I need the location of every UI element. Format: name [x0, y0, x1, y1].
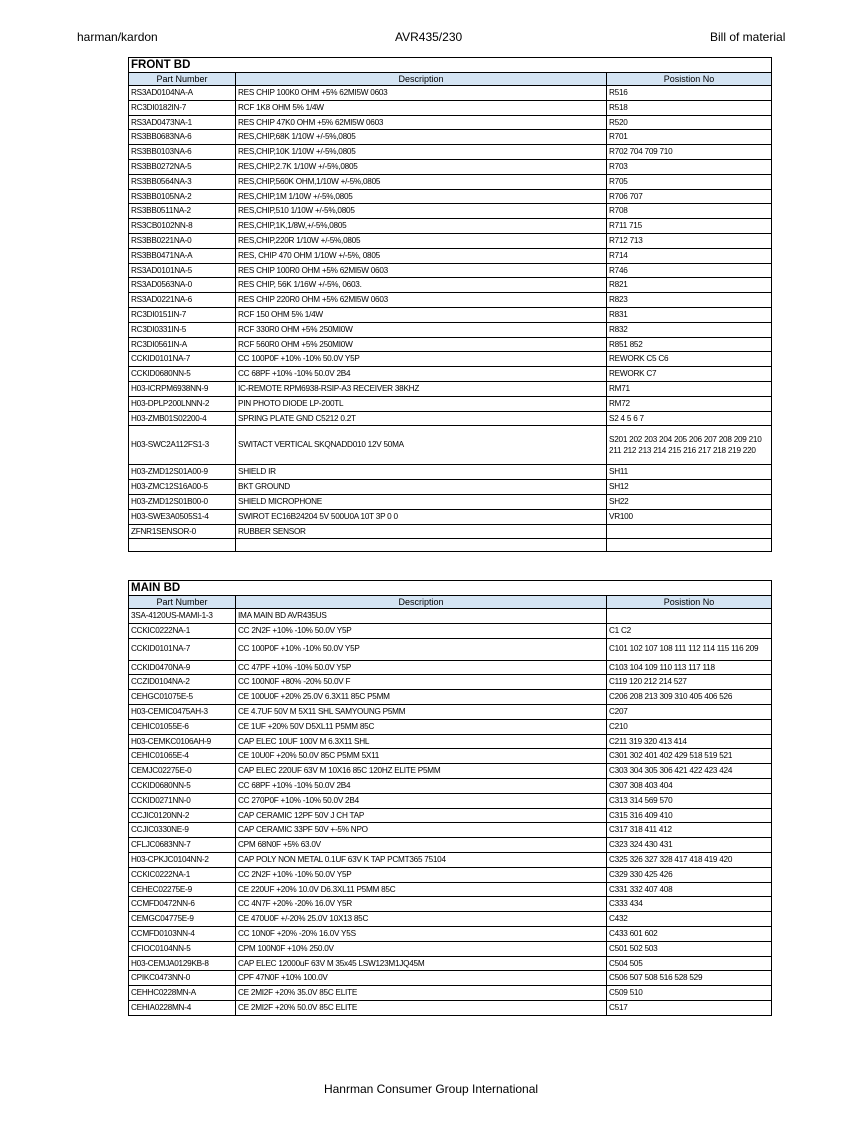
position-cell: C504 505 — [607, 956, 772, 971]
description-cell: RCF 150 OHM 5% 1/4W — [236, 307, 607, 322]
col-header-part: Part Number — [129, 596, 236, 609]
part-number-cell: RC3DI0151IN-7 — [129, 307, 236, 322]
description-cell: IMA MAIN BD AVR435US — [236, 609, 607, 624]
description-cell: CE 2MI2F +20% 50.0V 85C ELITE — [236, 1000, 607, 1015]
description-cell: CC 68PF +10% -10% 50.0V 2B4 — [236, 367, 607, 382]
part-number-cell: RS3BB0683NA-6 — [129, 130, 236, 145]
part-number-cell: RS3AD0221NA-6 — [129, 293, 236, 308]
table-row — [129, 159, 772, 174]
part-number-cell: H03-CEMJA0129KB-8 — [129, 956, 236, 971]
description-cell: CPM 68N0F +5% 63.0V — [236, 838, 607, 853]
position-cell: C506 507 508 516 528 529 — [607, 971, 772, 986]
part-number-cell: CCMFD0103NN-4 — [129, 926, 236, 941]
position-cell: C206 208 213 309 310 405 406 526 — [607, 690, 772, 705]
position-cell: C207 — [607, 704, 772, 719]
position-cell: R831 — [607, 307, 772, 322]
part-number-cell: RS3AD0563NA-0 — [129, 278, 236, 293]
col-header-part: Part Number — [129, 73, 236, 86]
table-row — [129, 778, 772, 793]
table-row — [129, 189, 772, 204]
part-number-cell: H03-SWE3A0505S1-4 — [129, 509, 236, 524]
position-cell — [607, 524, 772, 539]
table-row — [129, 509, 772, 524]
front-bd-title: FRONT BD — [129, 58, 772, 73]
col-header-pos: Posistion No — [607, 73, 772, 86]
description-cell: RES,CHIP,68K 1/10W +/-5%,0805 — [236, 130, 607, 145]
table-row — [129, 381, 772, 396]
position-cell: R701 — [607, 130, 772, 145]
position-cell: R706 707 — [607, 189, 772, 204]
position-cell: SH22 — [607, 494, 772, 509]
part-number-cell: H03-ZMC12S16A00-5 — [129, 480, 236, 495]
table-row — [129, 352, 772, 367]
table-row — [129, 986, 772, 1001]
description-cell: CC 100P0F +10% -10% 50.0V Y5P — [236, 638, 607, 660]
position-cell: C103 104 109 110 113 117 118 — [607, 660, 772, 675]
footer-company — [0, 1082, 866, 1096]
part-number-cell: CCJIC0120NN-2 — [129, 808, 236, 823]
part-number-cell: H03-ZMD12S01A00-9 — [129, 465, 236, 480]
position-cell: R712 713 — [607, 233, 772, 248]
description-cell: CC 2N2F +10% -10% 50.0V Y5P — [236, 867, 607, 882]
position-cell: R518 — [607, 100, 772, 115]
part-number-cell: RS3BB0272NA-5 — [129, 159, 236, 174]
part-number-cell: CEHIC01065E-4 — [129, 749, 236, 764]
position-cell: R520 — [607, 115, 772, 130]
table-row — [129, 293, 772, 308]
part-number-cell: 3SA-4120US-MAMI-1-3 — [129, 609, 236, 624]
position-cell: C509 510 — [607, 986, 772, 1001]
part-number-cell: CCKID0680NN-5 — [129, 367, 236, 382]
blank-row — [129, 539, 772, 552]
position-cell: SH12 — [607, 480, 772, 495]
position-cell: C329 330 425 426 — [607, 867, 772, 882]
position-cell: REWORK C5 C6 — [607, 352, 772, 367]
position-cell: C101 102 107 108 111 112 114 115 116 209 — [607, 638, 772, 660]
description-cell: RES,CHIP,220R 1/10W +/-5%,0805 — [236, 233, 607, 248]
description-cell: CE 4.7UF 50V M 5X11 SHL SAMYOUNG P5MM — [236, 704, 607, 719]
position-cell: C301 302 401 402 429 518 519 521 — [607, 749, 772, 764]
table-row — [129, 660, 772, 675]
table-row — [129, 704, 772, 719]
table-row — [129, 971, 772, 986]
position-cell: S201 202 203 204 205 206 207 208 209 210 211 212 213 214 215 216 217 218 219 220 — [607, 426, 772, 465]
description-cell: CE 1UF +20% 50V D5XL11 P5MM 85C — [236, 719, 607, 734]
part-number-cell: RS3AD0473NA-1 — [129, 115, 236, 130]
part-number-cell: H03-ZMD12S01B00-0 — [129, 494, 236, 509]
part-number-cell: RC3DI0561IN-A — [129, 337, 236, 352]
part-number-cell: CCKID0271NN-0 — [129, 793, 236, 808]
part-number-cell: RS3CB0102NN-8 — [129, 219, 236, 234]
description-cell: RES CHIP 47K0 OHM +5% 62MI5W 0603 — [236, 115, 607, 130]
table-row — [129, 838, 772, 853]
description-cell: RCF 330R0 OHM +5% 250MI0W — [236, 322, 607, 337]
position-cell: R823 — [607, 293, 772, 308]
description-cell: CE 2MI2F +20% 35.0V 85C ELITE — [236, 986, 607, 1001]
position-cell: C1 C2 — [607, 623, 772, 638]
part-number-cell: RS3AD0101NA-5 — [129, 263, 236, 278]
position-cell: C307 308 403 404 — [607, 778, 772, 793]
position-cell: R832 — [607, 322, 772, 337]
part-number-cell: H03-CPKJC0104NN-2 — [129, 852, 236, 867]
col-header-pos: Posistion No — [607, 596, 772, 609]
part-number-cell: CCZID0104NA-2 — [129, 675, 236, 690]
part-number-cell: H03-ICRPM6938NN-9 — [129, 381, 236, 396]
table-row — [129, 882, 772, 897]
position-cell: C119 120 212 214 527 — [607, 675, 772, 690]
position-cell: C317 318 411 412 — [607, 823, 772, 838]
description-cell: SHIELD IR — [236, 465, 607, 480]
position-cell: R711 715 — [607, 219, 772, 234]
table-row — [129, 115, 772, 130]
part-number-cell: CEHIC01055E-6 — [129, 719, 236, 734]
header-brand: harman/kardon — [77, 30, 158, 44]
position-cell: SH11 — [607, 465, 772, 480]
description-cell: RES,CHIP,560K OHM,1/10W +/-5%,0805 — [236, 174, 607, 189]
part-number-cell: CCJIC0330NE-9 — [129, 823, 236, 838]
description-cell: RES, CHIP 470 OHM 1/10W +/-5%, 0805 — [236, 248, 607, 263]
table-row — [129, 623, 772, 638]
description-cell: SWITACT VERTICAL SKQNADD010 12V 50MA — [236, 426, 607, 465]
table-row — [129, 956, 772, 971]
position-cell: R708 — [607, 204, 772, 219]
position-cell: R705 — [607, 174, 772, 189]
description-cell: CAP ELEC 220UF 63V M 10X16 85C 120HZ ELITE P5MM — [236, 764, 607, 779]
part-number-cell: CEMJC02275E-0 — [129, 764, 236, 779]
table-row — [129, 337, 772, 352]
part-number-cell: CEMGC04775E-9 — [129, 912, 236, 927]
main-bd-table — [128, 580, 772, 1016]
description-cell: RES,CHIP,1K,1/8W,+/-5%,0805 — [236, 219, 607, 234]
table-row — [129, 174, 772, 189]
table-row — [129, 764, 772, 779]
header-model: AVR435/230 — [395, 30, 463, 44]
part-number-cell: CFLJC0683NN-7 — [129, 838, 236, 853]
position-cell: R714 — [607, 248, 772, 263]
header-doc-title: Bill of material — [710, 30, 786, 44]
description-cell: CE 100U0F +20% 25.0V 6.3X11 85C P5MM — [236, 690, 607, 705]
table-row — [129, 912, 772, 927]
part-number-cell: CCKIC0222NA-1 — [129, 867, 236, 882]
col-header-desc: Description — [236, 596, 607, 609]
table-row — [129, 145, 772, 160]
table-row — [129, 734, 772, 749]
position-cell: R516 — [607, 86, 772, 101]
part-number-cell: CCKID0101NA-7 — [129, 352, 236, 367]
part-number-cell: CEHEC02275E-9 — [129, 882, 236, 897]
part-number-cell: H03-CEMKC0106AH-9 — [129, 734, 236, 749]
description-cell: SHIELD MICROPHONE — [236, 494, 607, 509]
description-cell: CE 470U0F +/-20% 25.0V 10X13 85C — [236, 912, 607, 927]
part-number-cell: H03-SWC2A112FS1-3 — [129, 426, 236, 465]
table-row — [129, 233, 772, 248]
table-row — [129, 690, 772, 705]
description-cell: CPM 100N0F +10% 250.0V — [236, 941, 607, 956]
part-number-cell: CEHGC01075E-5 — [129, 690, 236, 705]
table-row — [129, 609, 772, 624]
table-row — [129, 823, 772, 838]
table-row — [129, 204, 772, 219]
front-bd-table — [128, 57, 772, 552]
empty-cell — [236, 539, 607, 552]
description-cell: CE 10U0F +20% 50.0V 85C P5MM 5X11 — [236, 749, 607, 764]
table-row — [129, 367, 772, 382]
position-cell: REWORK C7 — [607, 367, 772, 382]
position-cell: S2 4 5 6 7 — [607, 411, 772, 426]
position-cell: C313 314 569 570 — [607, 793, 772, 808]
description-cell: SWIROT EC16B24204 5V 500U0A 10T 3P 0 0 — [236, 509, 607, 524]
table-row — [129, 494, 772, 509]
position-cell: R821 — [607, 278, 772, 293]
description-cell: CC 10N0F +20% -20% 16.0V Y5S — [236, 926, 607, 941]
description-cell: CC 4N7F +20% -20% 16.0V Y5R — [236, 897, 607, 912]
table-row — [129, 524, 772, 539]
description-cell: SPRING PLATE GND C5212 0.2T — [236, 411, 607, 426]
table-row — [129, 411, 772, 426]
description-cell: CAP ELEC 10UF 100V M 6.3X11 SHL — [236, 734, 607, 749]
description-cell: RES,CHIP,510 1/10W +/-5%,0805 — [236, 204, 607, 219]
table-row — [129, 749, 772, 764]
main-bd-title: MAIN BD — [129, 581, 772, 596]
position-cell: C517 — [607, 1000, 772, 1015]
description-cell: CAP ELEC 12000uF 63V M 35x45 LSW123M1JQ45M — [236, 956, 607, 971]
description-cell: RES CHIP, 56K 1/16W +/-5%, 0603. — [236, 278, 607, 293]
part-number-cell: CCKIC0222NA-1 — [129, 623, 236, 638]
table-row — [129, 396, 772, 411]
part-number-cell: CEHHC0228MN-A — [129, 986, 236, 1001]
description-cell: PIN PHOTO DIODE LP-200TL — [236, 396, 607, 411]
part-number-cell: H03-DPLP200LNNN-2 — [129, 396, 236, 411]
footer-text: Hanrman Consumer Group International — [323, 1082, 539, 1096]
position-cell: C303 304 305 306 421 422 423 424 — [607, 764, 772, 779]
main-bd-header-row — [129, 596, 772, 609]
table-row — [129, 86, 772, 101]
position-cell: C333 434 — [607, 897, 772, 912]
description-cell: CPF 47N0F +10% 100.0V — [236, 971, 607, 986]
part-number-cell: RC3DI0331IN-5 — [129, 322, 236, 337]
description-cell: RCF 1K8 OHM 5% 1/4W — [236, 100, 607, 115]
position-cell: C210 — [607, 719, 772, 734]
table-row — [129, 278, 772, 293]
part-number-cell: CFIOC0104NN-5 — [129, 941, 236, 956]
position-cell: C211 319 320 413 414 — [607, 734, 772, 749]
part-number-cell: ZFNR1SENSOR-0 — [129, 524, 236, 539]
part-number-cell: H03-CEMIC0475AH-3 — [129, 704, 236, 719]
table-row — [129, 852, 772, 867]
position-cell: R703 — [607, 159, 772, 174]
part-number-cell: CCKID0101NA-7 — [129, 638, 236, 660]
position-cell: C315 316 409 410 — [607, 808, 772, 823]
part-number-cell: RS3BB0103NA-6 — [129, 145, 236, 160]
position-cell: VR100 — [607, 509, 772, 524]
position-cell: R746 — [607, 263, 772, 278]
description-cell: RES CHIP 100R0 OHM +5% 62MI5W 0603 — [236, 263, 607, 278]
position-cell: C323 324 430 431 — [607, 838, 772, 853]
table-row — [129, 638, 772, 660]
table-row — [129, 808, 772, 823]
part-number-cell: RS3AD0104NA-A — [129, 86, 236, 101]
table-row — [129, 897, 772, 912]
empty-cell — [129, 539, 236, 552]
part-number-cell: CCKID0680NN-5 — [129, 778, 236, 793]
description-cell: IC-REMOTE RPM6938-RSIP-A3 RECEIVER 38KHZ — [236, 381, 607, 396]
description-cell: CAP POLY NON METAL 0.1UF 63V K TAP PCMT365 75104 — [236, 852, 607, 867]
description-cell: CAP CERAMIC 33PF 50V +-5% NPO — [236, 823, 607, 838]
description-cell: RES,CHIP,1M 1/10W +/-5%,0805 — [236, 189, 607, 204]
description-cell: RES,CHIP,10K 1/10W +/-5%,0805 — [236, 145, 607, 160]
description-cell: RUBBER SENSOR — [236, 524, 607, 539]
part-number-cell: RS3BB0221NA-0 — [129, 233, 236, 248]
table-row — [129, 426, 772, 465]
description-cell: CC 100P0F +10% -10% 50.0V Y5P — [236, 352, 607, 367]
position-cell: RM71 — [607, 381, 772, 396]
part-number-cell: H03-ZMB01S02200-4 — [129, 411, 236, 426]
part-number-cell: CPIKC0473NN-0 — [129, 971, 236, 986]
description-cell: BKT GROUND — [236, 480, 607, 495]
description-cell: CC 270P0F +10% -10% 50.0V 2B4 — [236, 793, 607, 808]
position-cell: C433 601 602 — [607, 926, 772, 941]
table-row — [129, 867, 772, 882]
description-cell: RES CHIP 220R0 OHM +5% 62MI5W 0603 — [236, 293, 607, 308]
table-row — [129, 926, 772, 941]
description-cell: RCF 560R0 OHM +5% 250MI0W — [236, 337, 607, 352]
description-cell: CE 220UF +20% 10.0V D6.3XL11 P5MM 85C — [236, 882, 607, 897]
part-number-cell: CCMFD0472NN-6 — [129, 897, 236, 912]
position-cell: RM72 — [607, 396, 772, 411]
part-number-cell: RS3BB0471NA-A — [129, 248, 236, 263]
part-number-cell: RS3BB0511NA-2 — [129, 204, 236, 219]
position-cell — [607, 609, 772, 624]
position-cell: C432 — [607, 912, 772, 927]
table-row — [129, 719, 772, 734]
table-row — [129, 465, 772, 480]
position-cell: R702 704 709 710 — [607, 145, 772, 160]
description-cell: RES,CHIP,2.7K 1/10W +/-5%,0805 — [236, 159, 607, 174]
part-number-cell: CEHIA0228MN-4 — [129, 1000, 236, 1015]
col-header-desc: Description — [236, 73, 607, 86]
table-row — [129, 322, 772, 337]
table-row — [129, 941, 772, 956]
part-number-cell: CCKID0470NA-9 — [129, 660, 236, 675]
table-row — [129, 675, 772, 690]
position-cell: C331 332 407 408 — [607, 882, 772, 897]
table-row — [129, 307, 772, 322]
position-cell: C325 326 327 328 417 418 419 420 — [607, 852, 772, 867]
part-number-cell: RC3DI0182IN-7 — [129, 100, 236, 115]
part-number-cell: RS3BB0564NA-3 — [129, 174, 236, 189]
position-cell: R851 852 — [607, 337, 772, 352]
table-row — [129, 248, 772, 263]
description-cell: CC 47PF +10% -10% 50.0V Y5P — [236, 660, 607, 675]
table-row — [129, 219, 772, 234]
position-cell: C501 502 503 — [607, 941, 772, 956]
description-cell: CC 2N2F +10% -10% 50.0V Y5P — [236, 623, 607, 638]
table-row — [129, 263, 772, 278]
main-bd-section-row — [129, 581, 772, 596]
description-cell: RES CHIP 100K0 OHM +5% 62MI5W 0603 — [236, 86, 607, 101]
front-bd-section-row — [129, 58, 772, 73]
table-row — [129, 480, 772, 495]
part-number-cell: RS3BB0105NA-2 — [129, 189, 236, 204]
table-row — [129, 1000, 772, 1015]
description-cell: CAP CERAMIC 12PF 50V J CH TAP — [236, 808, 607, 823]
empty-cell — [607, 539, 772, 552]
table-row — [129, 100, 772, 115]
description-cell: CC 100N0F +80% -20% 50.0V F — [236, 675, 607, 690]
table-row — [129, 793, 772, 808]
table-row — [129, 130, 772, 145]
front-bd-header-row — [129, 73, 772, 86]
description-cell: CC 68PF +10% -10% 50.0V 2B4 — [236, 778, 607, 793]
